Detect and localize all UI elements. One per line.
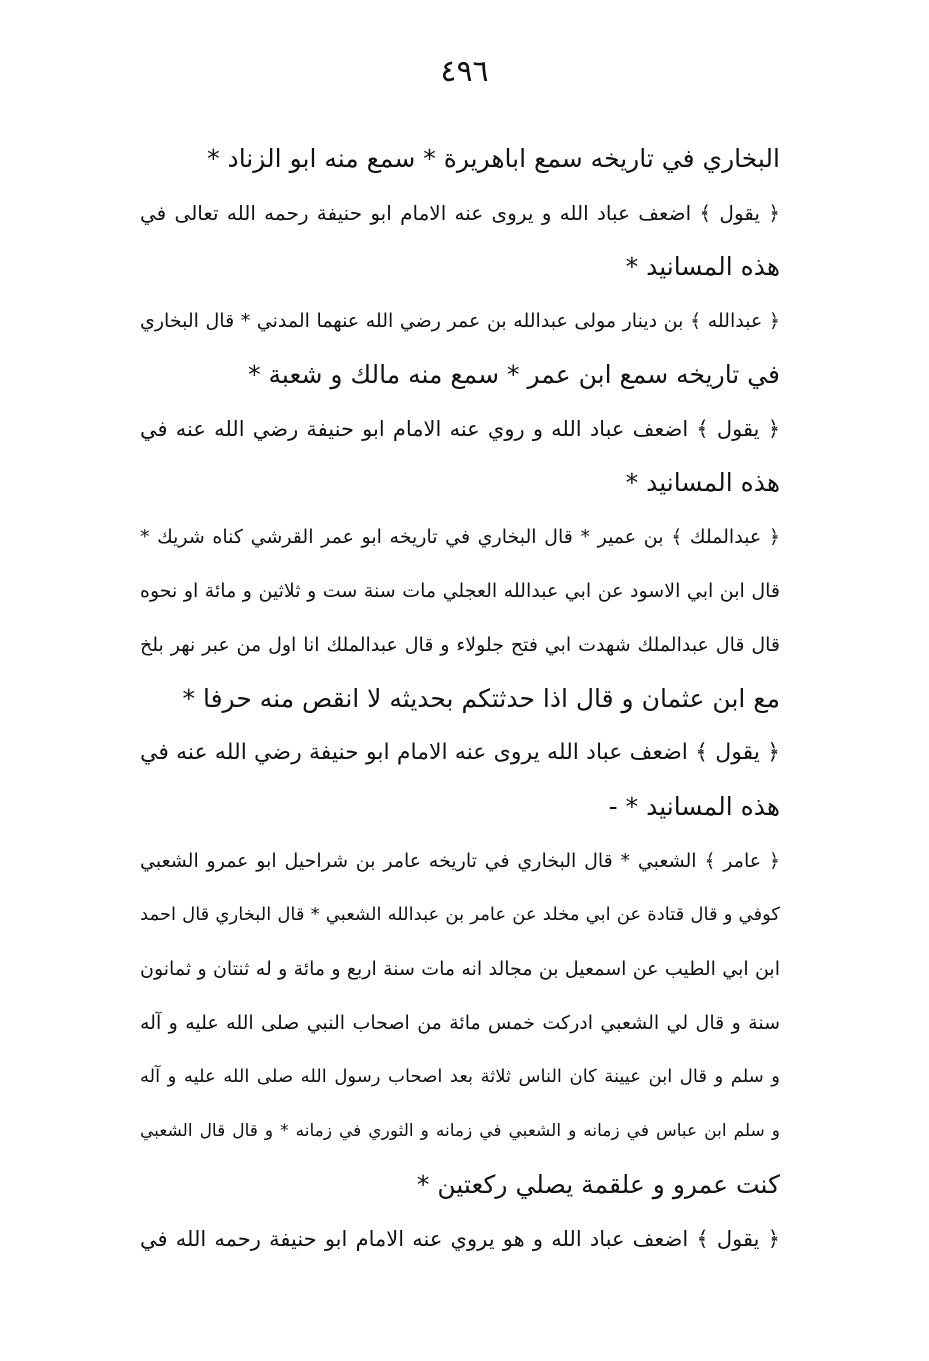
text-line: هذه المسانيد * [625, 252, 780, 281]
text-line: قال ابن ابي الاسود عن ابي عبدالله العجلي مات سنة ست و ثلاثين و مائة او نحوه [140, 580, 780, 602]
text-line: هذه المسانيد * [625, 468, 780, 497]
text-line: ابن ابي الطيب عن اسمعيل بن مجالد انه مات سنة اربع و مائة و له ثنتان و ثمانون [140, 958, 780, 980]
body-text [140, 132, 780, 1266]
text-line: ﴿ عامر ﴾ الشعبي * قال البخاري في تاريخه عامر بن شراحيل ابو عمرو الشعبي [140, 850, 780, 872]
text-line: ﴿ يقول ﴾ اضعف عباد الله و روي عنه الامام ابو حنيفة رضي الله عنه في [140, 417, 780, 441]
text-line: ﴿ يقول ﴾ اضعف عباد الله و يروى عنه الامام ابو حنيفة رحمه الله تعالى في [140, 201, 780, 225]
text-line: كنت عمرو و علقمة يصلي ركعتين * [416, 1170, 780, 1199]
text-line: ﴿ عبدالملك ﴾ بن عمير * قال البخاري في تاريخه ابو عمر القرشي كناه شريك * [140, 526, 780, 548]
text-line: سنة و قال لي الشعبي ادركت خمس مائة من اصحاب النبي صلى الله عليه و آله [140, 1012, 780, 1034]
text-line: ﴿ عبدالله ﴾ بن دينار مولى عبدالله بن عمر رضي الله عنهما المدني * قال البخاري [140, 310, 780, 332]
text-line: و سلم ابن عباس في زمانه و الشعبي في زمانه و الثوري في زمانه * و قال قال الشعبي [140, 1121, 780, 1141]
text-line: هذه المسانيد * - [608, 792, 780, 821]
text-line: في تاريخه سمع ابن عمر * سمع منه مالك و شعبة * [248, 360, 780, 389]
page-number: ٤٩٦ [440, 54, 489, 89]
text-line: البخاري في تاريخه سمع اباهريرة * سمع منه ابو الزناد * [207, 144, 780, 173]
text-line: مع ابن عثمان و قال اذا حدثتكم بحديثه لا انقص منه حرفا * [182, 684, 780, 713]
text-line: ﴿ يقول ﴾ اضعف عباد الله يروى عنه الامام ابو حنيفة رضي الله عنه في [140, 740, 780, 765]
text-line: و سلم و قال ابن عيينة كان الناس ثلاثة بعد اصحاب رسول الله صلى الله عليه و آله [140, 1066, 780, 1087]
text-line: ﴿ يقول ﴾ اضعف عباد الله و هو يروي عنه الامام ابو حنيفة رحمه الله في [140, 1227, 780, 1251]
text-line: كوفي و قال قتادة عن ابي مخلد عن عامر بن عبدالله الشعبي * قال البخاري قال احمد [140, 904, 780, 925]
text-line: قال قال عبدالملك شهدت ابي فتح جلولاء و قال عبدالملك انا اول من عبر نهر بلخ [140, 634, 780, 656]
